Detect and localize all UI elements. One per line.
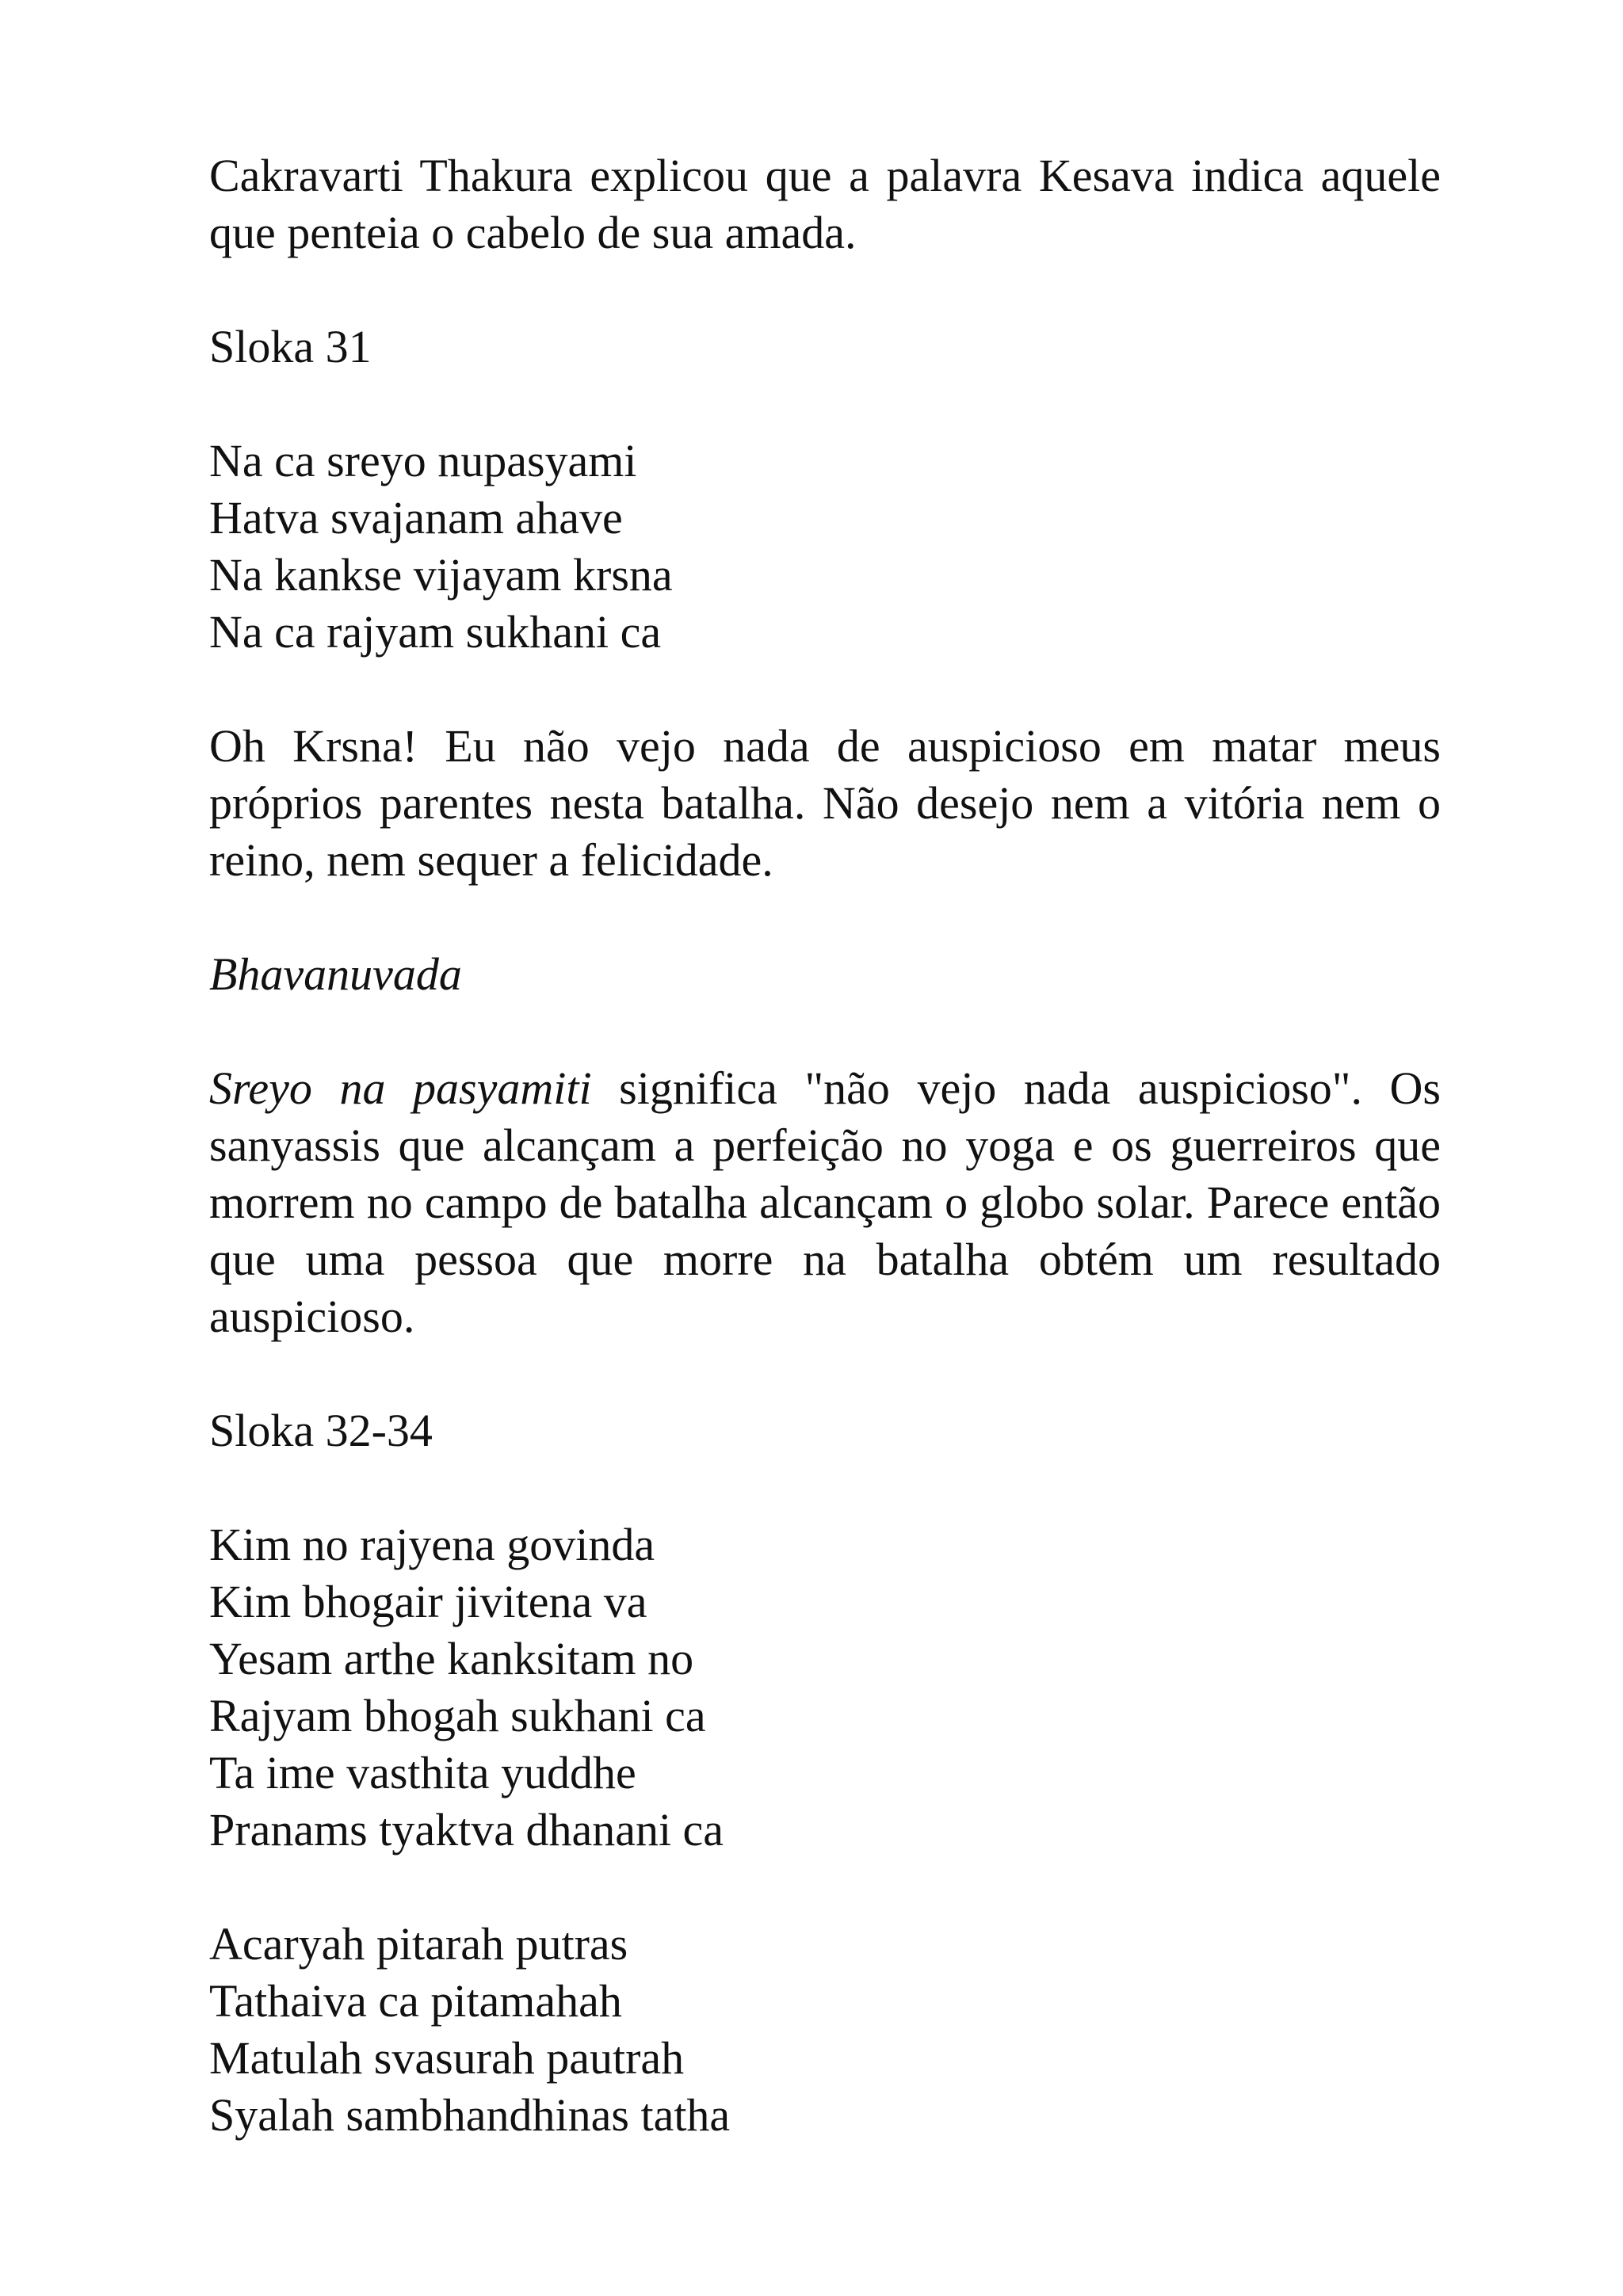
verse-line: Syalah sambhandhinas tatha	[209, 2089, 731, 2141]
spacer	[209, 1003, 1441, 1060]
verse-line: Yesam arthe kanksitam no	[209, 1633, 694, 1684]
verse-line: Hatva svajanam ahave	[209, 492, 623, 543]
sloka-31-heading: Sloka 31	[209, 321, 372, 372]
spacer	[209, 1859, 1441, 1916]
verse-line: Acaryah pitarah putras	[209, 1918, 628, 1970]
sloka-32-34-heading: Sloka 32-34	[209, 1405, 433, 1456]
bhavanuvada-heading: Bhavanuvada	[209, 948, 462, 1000]
sloka-31-verse	[209, 433, 1441, 661]
spacer	[209, 376, 1441, 433]
sloka-32-34-verse-2	[209, 1916, 1441, 2144]
verse-line: Tathaiva ca pitamahah	[209, 1975, 622, 2027]
verse-line: Na ca rajyam sukhani ca	[209, 606, 662, 658]
spacer	[209, 889, 1441, 946]
bhavanuvada-text: significa "não vejo nada auspicioso". Os sanyassis que alcançam a perfeição no yoga e os guerreiros que morrem no campo de batalha alcançam o globo solar. Parece então que uma pessoa que morre na batalha obtém um resultado auspicioso.	[209, 1062, 1441, 1342]
spacer	[209, 1345, 1441, 1402]
verse-line: Kim bhogair jivitena va	[209, 1576, 647, 1627]
verse-line: Na kankse vijayam krsna	[209, 549, 673, 601]
verse-line: Matulah svasurah pautrah	[209, 2032, 685, 2084]
document-page	[209, 147, 1441, 2144]
sloka-31-translation: Oh Krsna! Eu não vejo nada de auspicioso em matar meus próprios parentes nesta batalha. Não desejo nem a vitória nem o reino, nem sequer a felicidade.	[209, 720, 1441, 886]
verse-line: Rajyam bhogah sukhani ca	[209, 1690, 706, 1741]
verse-line: Kim no rajyena govinda	[209, 1519, 655, 1570]
verse-line: Pranams tyaktva dhanani ca	[209, 1804, 724, 1855]
spacer	[209, 661, 1441, 718]
spacer	[209, 1459, 1441, 1516]
spacer	[209, 261, 1441, 318]
bhavanuvada-paragraph	[209, 1060, 1441, 1345]
intro-paragraph: Cakravarti Thakura explicou que a palavra Kesava indica aquele que penteia o cabelo de sua amada.	[209, 150, 1441, 258]
verse-line: Na ca sreyo nupasyami	[209, 435, 637, 486]
bhavanuvada-term: Sreyo na pasyamiti	[209, 1062, 592, 1114]
verse-line: Ta ime vasthita yuddhe	[209, 1747, 636, 1798]
sloka-32-34-verse-1	[209, 1516, 1441, 1859]
